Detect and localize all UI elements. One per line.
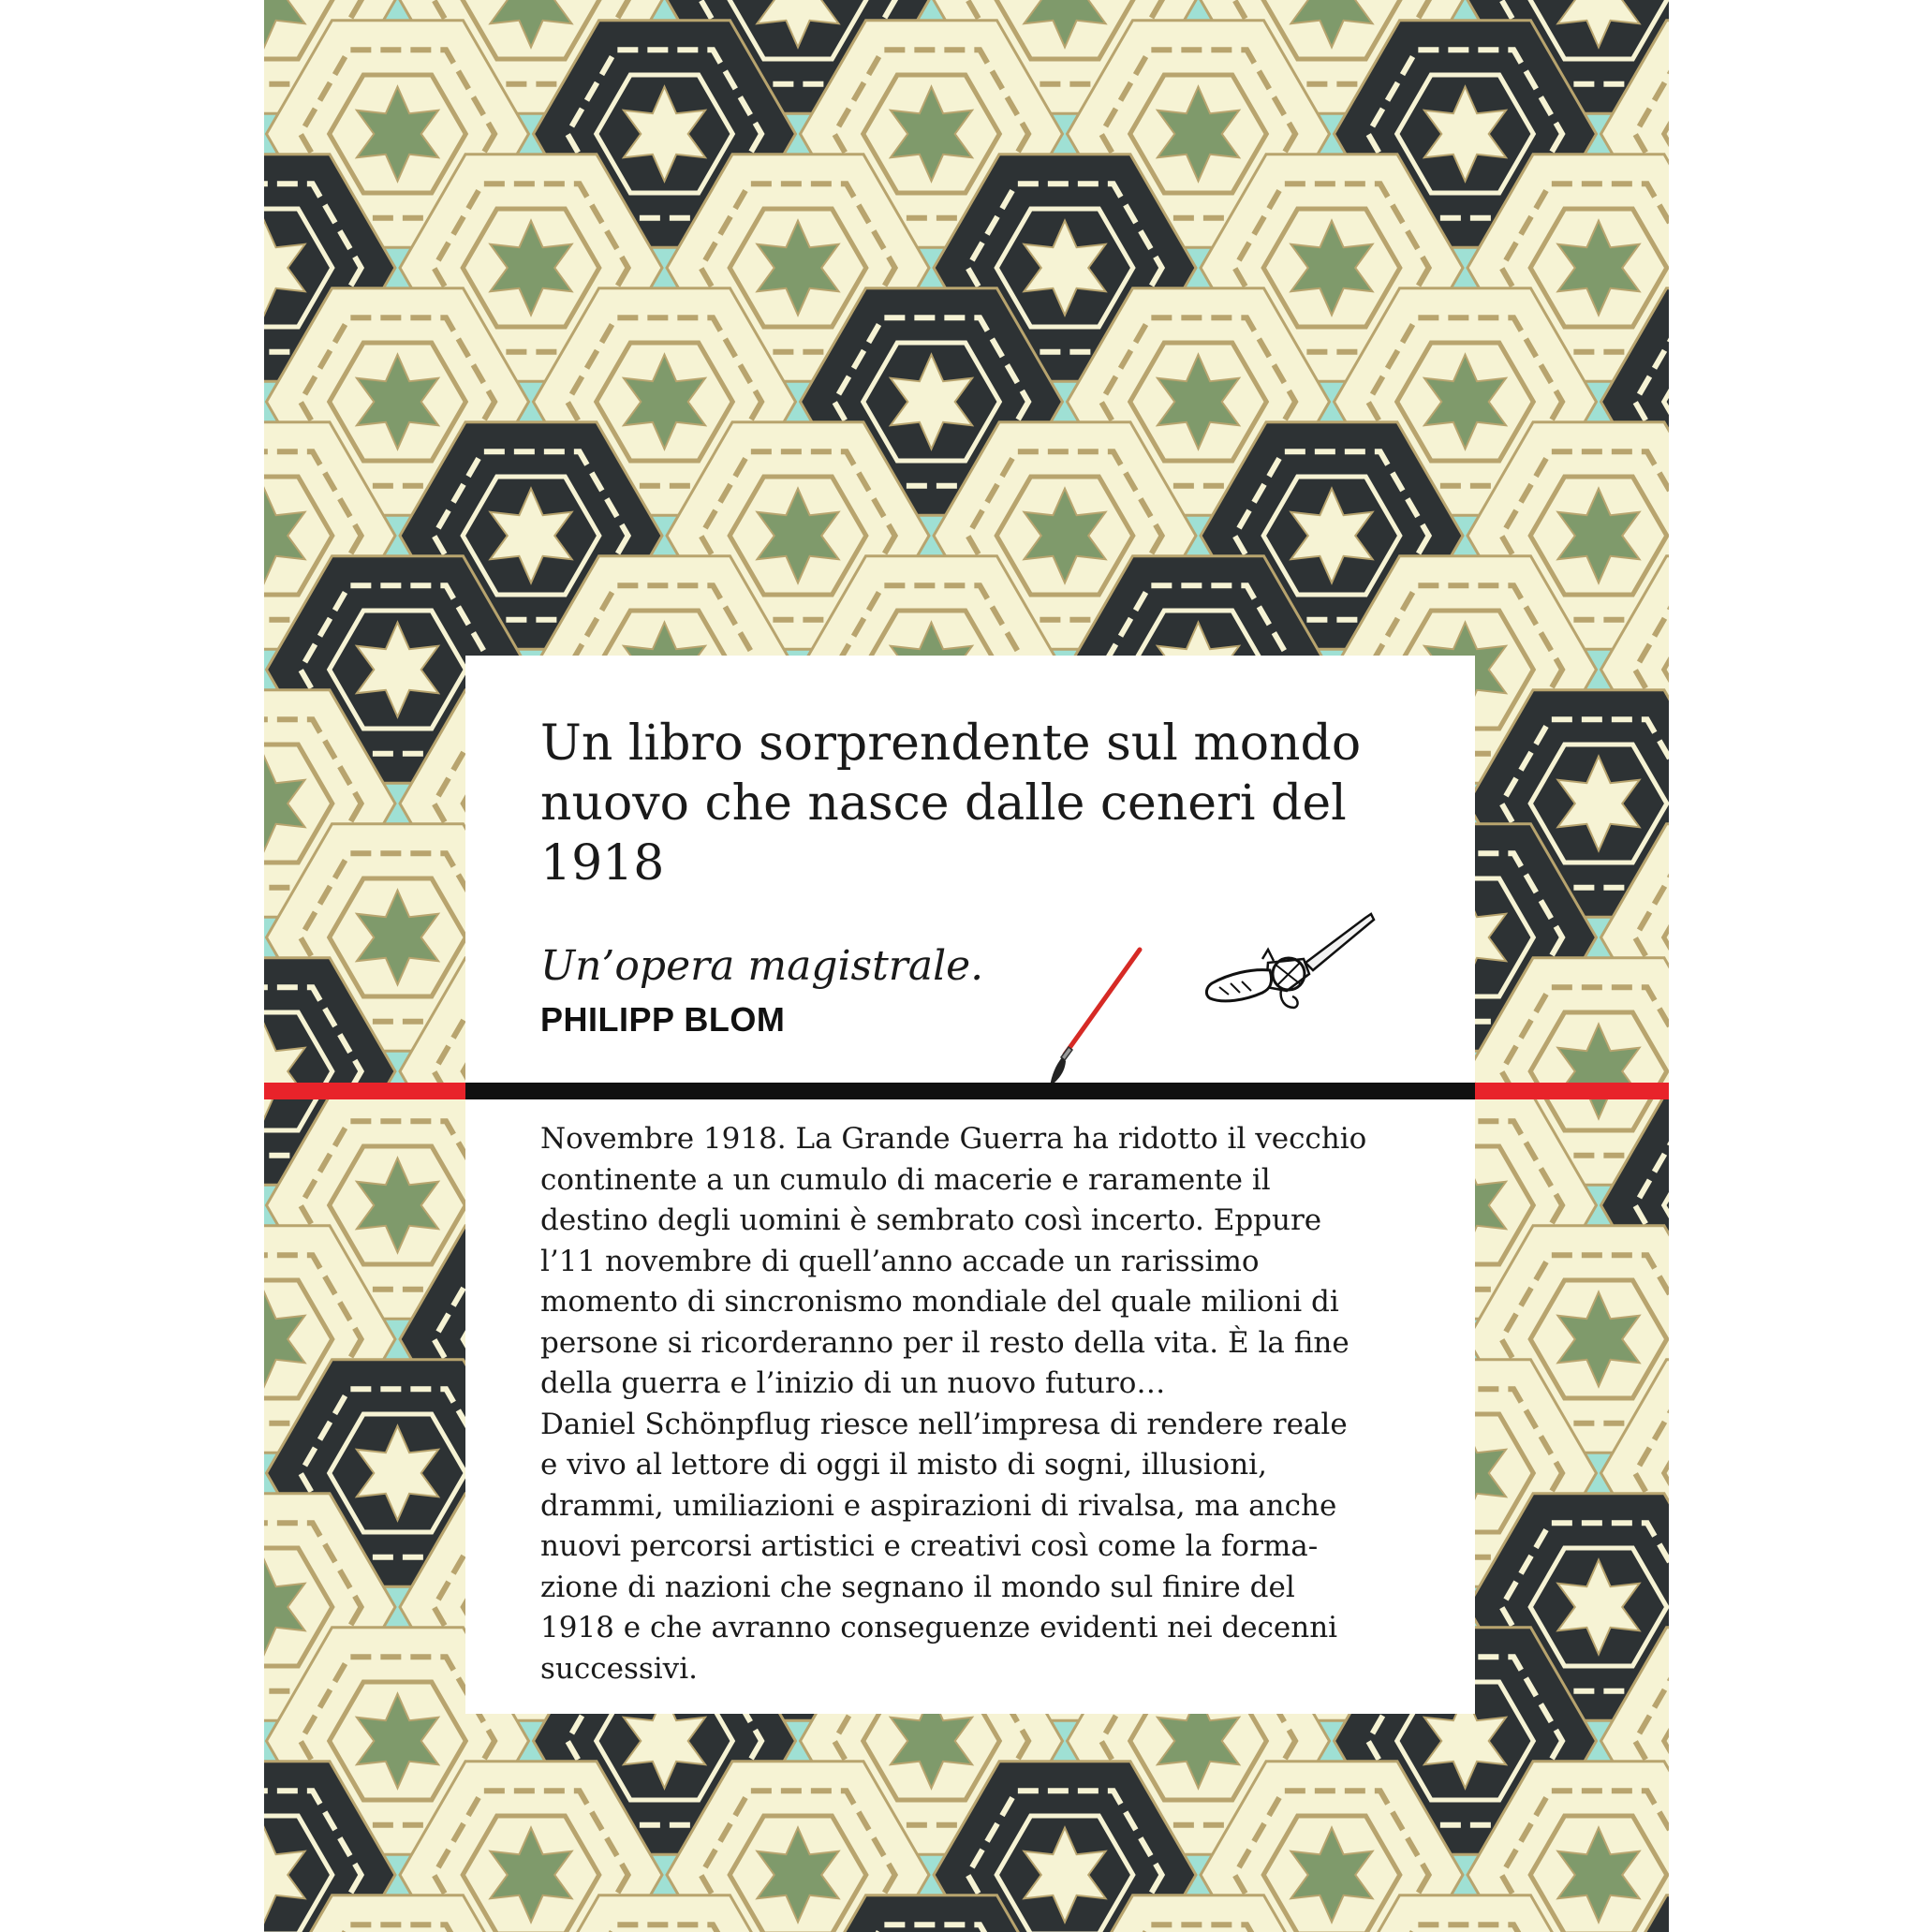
red-band-right bbox=[1475, 1083, 1669, 1099]
description-line: persone si ricorderanno per il resto della vita. È la fine bbox=[540, 1325, 1349, 1360]
description-line: destino degli uomini è sembrato così incerto. Eppure bbox=[540, 1203, 1322, 1237]
description-line: zione di nazioni che segnano il mondo sul finire del bbox=[540, 1570, 1295, 1604]
description-line: l’11 novembre di quell’anno accade un rarissimo bbox=[540, 1244, 1260, 1278]
book-back-cover bbox=[264, 0, 1669, 1932]
paintbrush-icon bbox=[1046, 944, 1149, 1094]
black-divider-rule bbox=[465, 1083, 1475, 1099]
headline: Un libro sorprendente sul mondo nuovo che nasce dalle ceneri del 1918 bbox=[540, 715, 1362, 892]
description-line: successivi. bbox=[540, 1651, 698, 1686]
book-description bbox=[540, 1119, 1421, 1689]
blurb-author: PHILIPP BLOM bbox=[540, 1000, 786, 1039]
description-line: drammi, umiliazioni e aspirazioni di rivalsa, ma anche bbox=[540, 1488, 1337, 1523]
description-line: e vivo al lettore di oggi il misto di sogni, illusioni, bbox=[540, 1448, 1267, 1482]
description-line: nuovi percorsi artistici e creativi così come la forma- bbox=[540, 1529, 1319, 1563]
description-line: Daniel Schönpflug riesce nell’impresa di rendere reale bbox=[540, 1407, 1348, 1441]
description-line: 1918 e che avranno conseguenze evidenti nei decenni bbox=[540, 1611, 1338, 1644]
revolver-icon bbox=[1201, 908, 1379, 1030]
description-line: Novembre 1918. La Grande Guerra ha ridotto il vecchio bbox=[540, 1122, 1367, 1156]
description-line: continente a un cumulo di macerie e raramente il bbox=[540, 1162, 1271, 1197]
description-line: della guerra e l’inizio di un nuovo futuro… bbox=[540, 1366, 1166, 1400]
red-band-left bbox=[264, 1083, 465, 1099]
description-line: momento di sincronismo mondiale del quale milioni di bbox=[540, 1285, 1339, 1319]
blurb-quote: Un’opera magistrale. bbox=[540, 942, 984, 990]
text-panel bbox=[465, 656, 1475, 1714]
